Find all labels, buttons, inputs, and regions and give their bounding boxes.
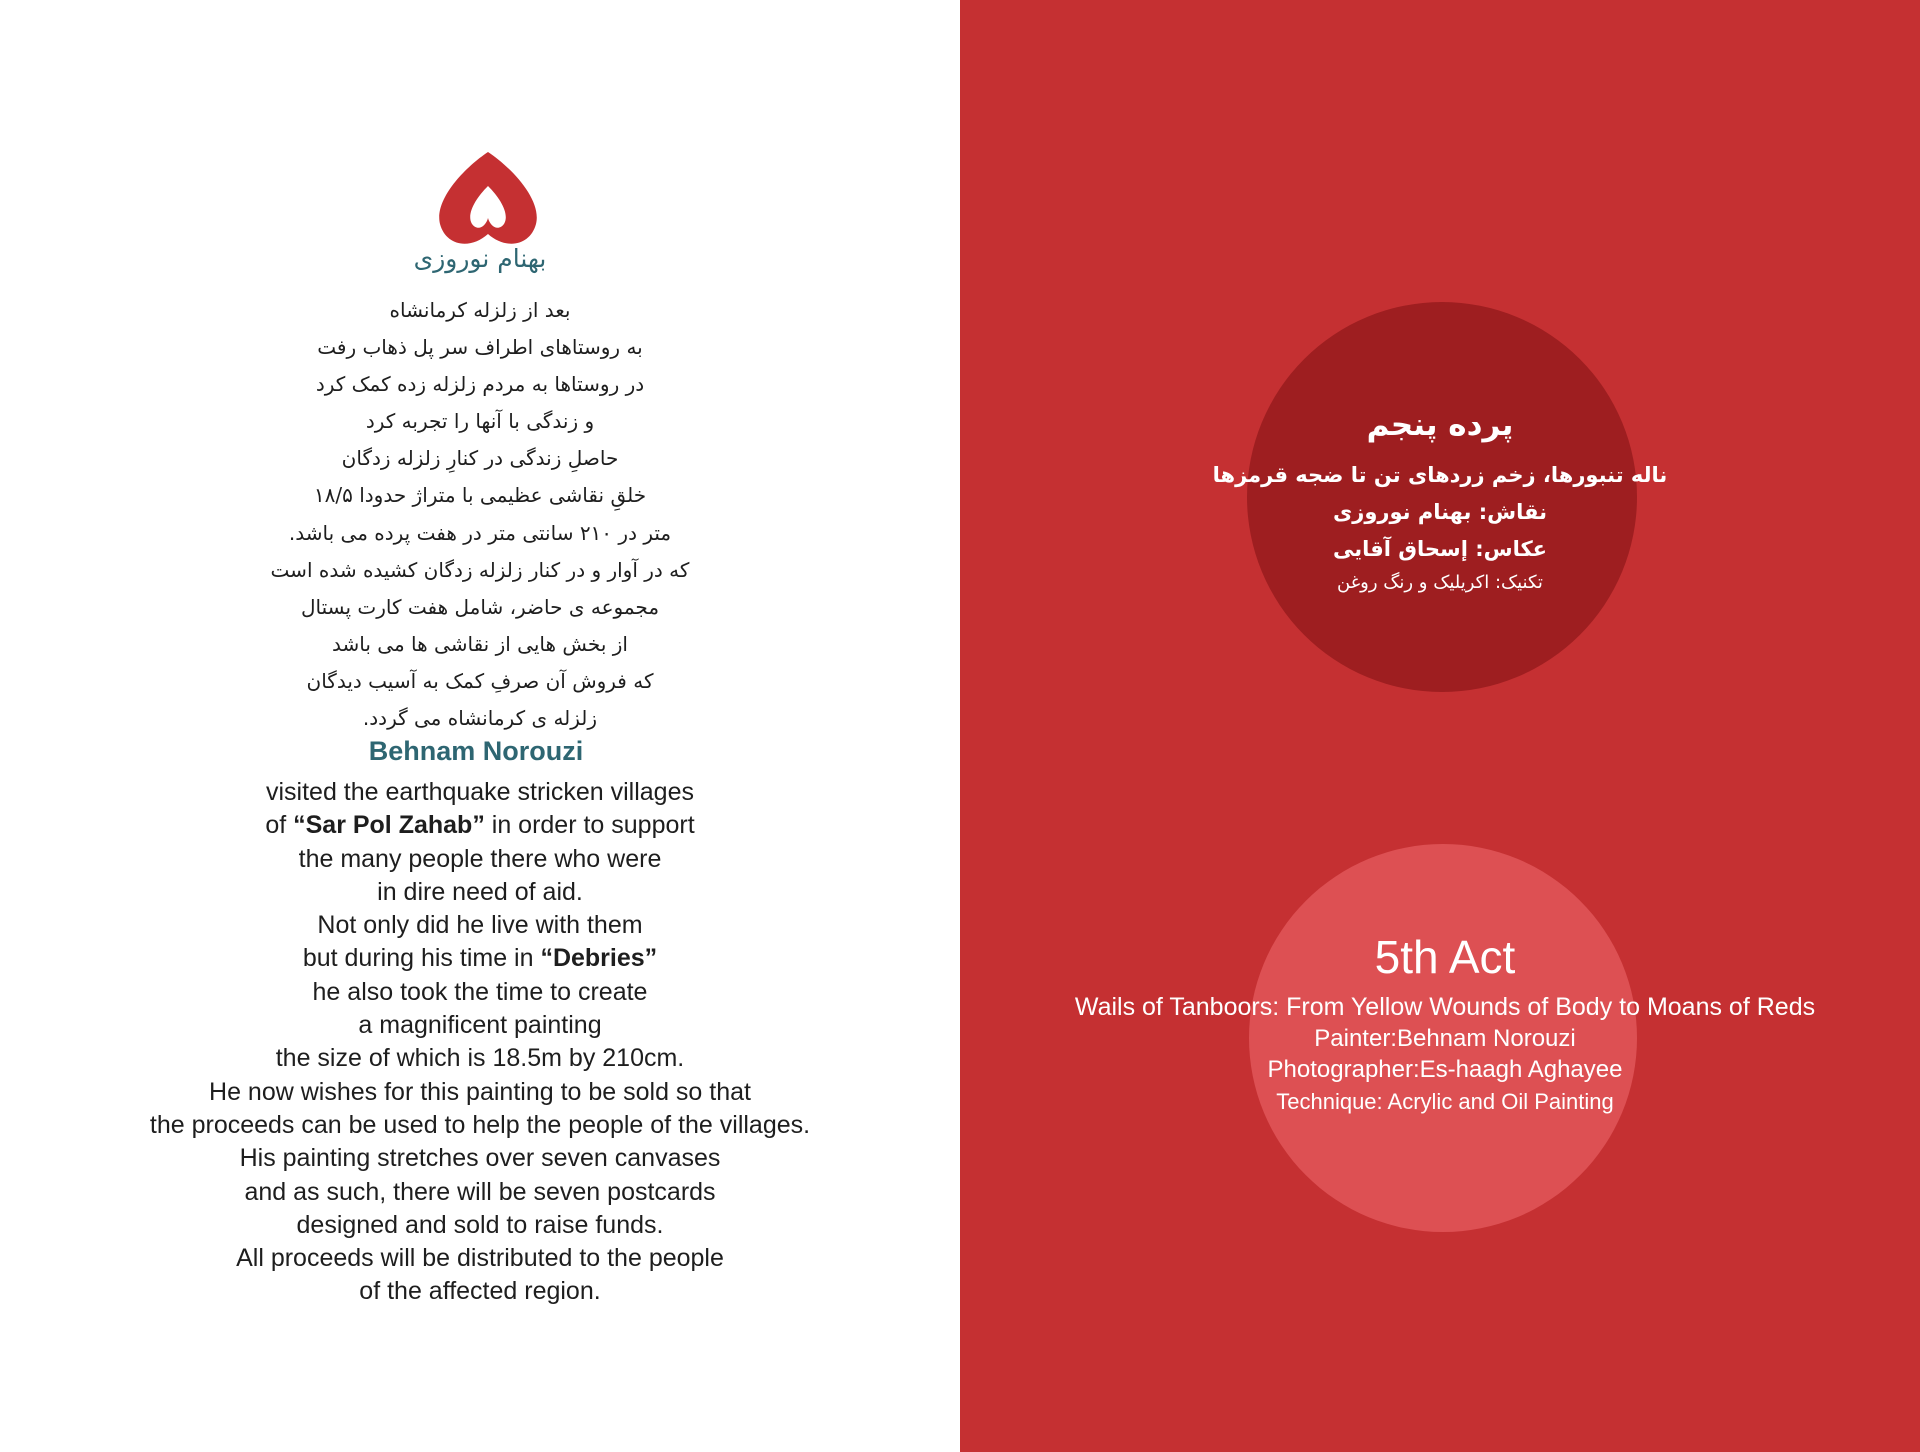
- persian-description: [180, 292, 780, 737]
- english-line: His painting stretches over seven canvases: [239, 1144, 721, 1173]
- english-act-title: 5th Act: [1374, 931, 1516, 983]
- english-line: of the affected region.: [359, 1277, 601, 1306]
- english-line: visited the earthquake stricken villages: [265, 778, 694, 806]
- english-painter: Painter:Behnam Norouzi: [1314, 1025, 1576, 1052]
- persian-line: و زندگی با آنها را تجربه کرد: [365, 409, 595, 434]
- persian-photographer: عکاس: إسحاق آقایی: [1332, 537, 1548, 561]
- persian-line: متر در ۲۱۰ سانتی متر در هفت پرده می باشد.: [288, 520, 672, 545]
- debris-bold: “Debries”: [540, 944, 658, 973]
- right-page: [960, 0, 1920, 1452]
- english-line: the size of which is 18.5m by 210cm.: [275, 1044, 685, 1073]
- english-line: a magnificent painting: [358, 1011, 602, 1040]
- english-line: Not only did he live with them: [317, 911, 643, 940]
- persian-line: در روستاها به مردم زلزله زده کمک کرد: [315, 372, 645, 397]
- persian-line: مجموعه ی حاضر، شامل هفت کارت پستال: [300, 594, 660, 619]
- persian-act-subtitle: ناله تنبورها، زخم زردهای تن تا ضجه قرمزها: [1212, 463, 1668, 487]
- english-line: [130, 809, 830, 842]
- english-line-text: of: [265, 811, 294, 840]
- act-number-five: [418, 138, 558, 258]
- place-name-bold: “Sar Pol Zahab”: [293, 811, 485, 840]
- persian-line: خلقِ نقاشی عظیمی با متراژ حدودا ۱۸/۵: [313, 483, 647, 508]
- english-line: He now wishes for this painting to be sold so that: [209, 1077, 751, 1106]
- english-line: and as such, there will be seven postcards: [244, 1177, 716, 1206]
- persian-line: حاصلِ زندگی در کنارِ زلزله زدگان: [341, 446, 619, 471]
- persian-line: بعد از زلزله کرمانشاه: [389, 298, 571, 322]
- persian-line: به روستاهای اطراف سر پل ذهاب رفت: [317, 335, 643, 360]
- persian-act-title: پرده پنجم: [1366, 407, 1514, 443]
- english-credits: [1030, 925, 1860, 1118]
- english-act-subtitle: Wails of Tanboors: From Yellow Wounds of Body to Moans of Reds: [1074, 993, 1816, 1021]
- english-line: in dire need of aid.: [377, 877, 583, 906]
- persian-line: که در آوار و در کنار زلزله زدگان کشیده شده است: [270, 557, 690, 582]
- english-line-text: in order to support: [484, 811, 695, 840]
- persian-credits: [1160, 398, 1720, 598]
- english-photographer: Photographer:Es-haagh Aghayee: [1267, 1056, 1623, 1083]
- english-line: [130, 942, 830, 975]
- english-line: the proceeds can be used to help the people of the villages.: [149, 1110, 811, 1139]
- english-description: [130, 776, 830, 1309]
- english-line: designed and sold to raise funds.: [296, 1210, 664, 1239]
- english-line: he also took the time to create: [312, 977, 648, 1006]
- english-line: All proceeds will be distributed to the people: [236, 1244, 724, 1273]
- persian-painter: نقاش: بهنام نوروزی: [1332, 500, 1547, 524]
- artist-name-persian: بهنام نوروزی: [413, 244, 547, 273]
- english-technique: Technique: Acrylic and Oil Painting: [1276, 1089, 1614, 1114]
- persian-line: که فروش آن صرفِ کمک به آسیب دیدگان: [306, 668, 654, 693]
- artist-name-english: Behnam Norouzi: [368, 736, 584, 766]
- persian-line: از بخش هایی از نقاشی ها می باشد: [332, 631, 628, 656]
- persian-technique: تکنیک: اکریلیک و رنگ روغن: [1337, 572, 1543, 593]
- persian-line: زلزله ی کرمانشاه می گردد.: [362, 706, 598, 731]
- english-line: the many people there who were: [298, 844, 662, 873]
- english-line-text: but during his time in: [302, 944, 541, 973]
